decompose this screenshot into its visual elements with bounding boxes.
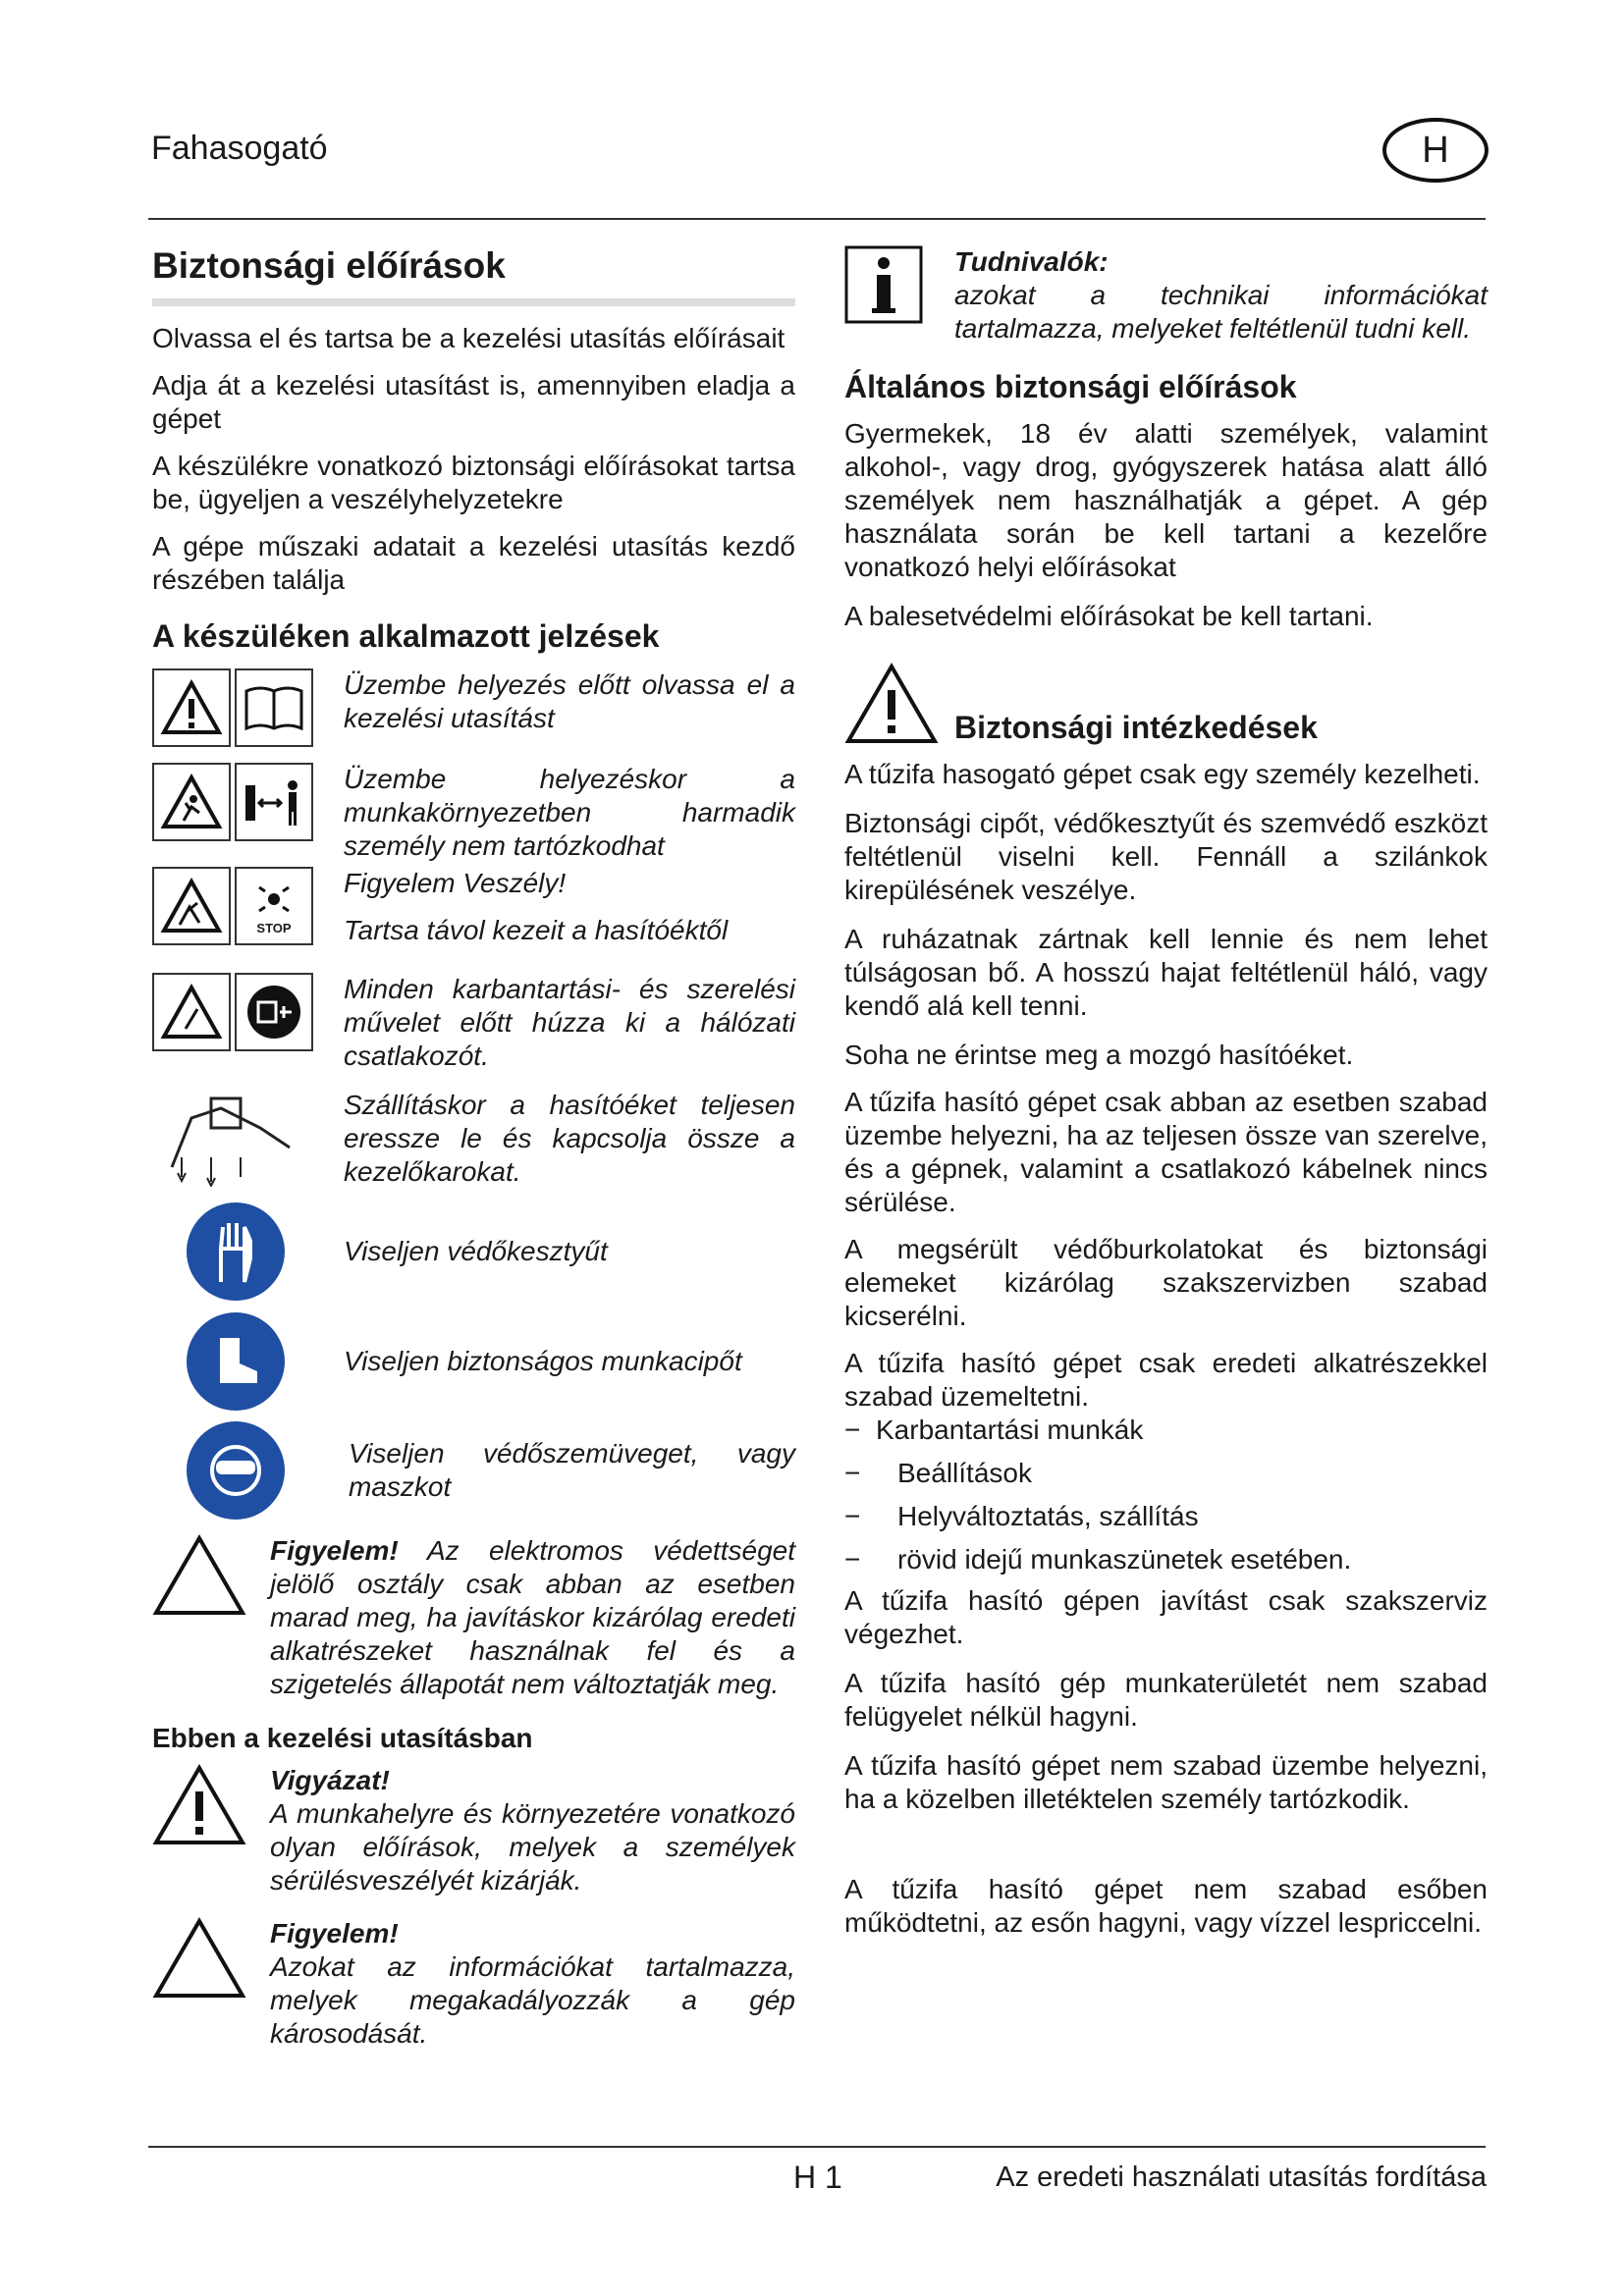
sign-text: Figyelem Veszély!: [344, 868, 567, 898]
sign-row-boots: [152, 1307, 795, 1416]
header-title: Fahasogató: [151, 130, 328, 167]
sign-row-read-manual: [152, 668, 795, 763]
attention-title: Figyelem!: [270, 1918, 399, 1949]
warning-triangle-icon: [152, 668, 231, 747]
general-heading: Általános biztonsági előírások: [844, 369, 1297, 404]
goggles-icon: [187, 1421, 285, 1520]
language-badge: H: [1382, 118, 1489, 183]
paragraph: A tűzifa hasító gépet nem szabad üzembe helyezni, ha a közelben illetéktelen személy tartózkodik.: [844, 1750, 1488, 1814]
footer-divider: [148, 2146, 1486, 2148]
paragraph: A gépe műszaki adatait a kezelési utasítás kezdő részében találja: [152, 531, 795, 595]
sign-text: Minden karbantartási- és szerelési művelet előtt húzza ki a hálózati csatlakozót.: [344, 974, 795, 1071]
sign-row-gloves: [152, 1197, 795, 1307]
paragraph: A balesetvédelmi előírásokat be kell tartani.: [844, 601, 1374, 631]
measures-heading: Biztonsági intézkedések: [954, 710, 1318, 745]
paragraph: A tűzifa hasító gép munkaterületét nem szabad felügyelet nélkül hagyni.: [844, 1668, 1488, 1732]
sign-text: Üzembe helyezés előtt olvassa el a kezelési utasítást: [344, 669, 795, 733]
sign-row-third-person: [152, 763, 795, 867]
sign-row-danger: [152, 867, 795, 973]
heading-underline: [152, 298, 795, 306]
list-item: − Karbantartási munkák: [844, 1415, 1144, 1445]
hand-hazard-warning-icon: [152, 867, 231, 945]
paragraph: Soha ne érintse meg a mozgó hasítóéket.: [844, 1040, 1354, 1070]
signs-heading: A készüléken alkalmazott jelzések: [152, 618, 660, 654]
gloves-icon: [187, 1202, 285, 1301]
unplug-icon: [235, 973, 313, 1051]
caution-note: [152, 1764, 795, 1897]
stop-rotation-icon: [235, 867, 313, 945]
paragraph: Biztonsági cipőt, védőkesztyűt és szemvédő eszközt feltétlenül viselni kell. Fennáll a szilánkok kirepülésének veszélye.: [844, 808, 1488, 905]
list-item: − Beállítások: [844, 1458, 1032, 1488]
warning-triangle-icon: [152, 1534, 270, 1622]
paragraph: A tűzifa hasogató gépet csak egy személy kezelheti.: [844, 759, 1481, 789]
sign-row-goggles: [152, 1416, 795, 1524]
paragraph: A készülékre vonatkozó biztonsági előírásokat tartsa be, ügyeljen a veszélyhelyzetekre: [152, 451, 795, 514]
electrical-warning-text: [270, 1534, 795, 1701]
safety-heading: Biztonsági előírások: [152, 245, 506, 286]
maintenance-warning-icon: [152, 973, 231, 1051]
right-column: [844, 245, 1488, 1940]
sign-row-transport: [152, 1089, 795, 1197]
left-column: [152, 245, 795, 2051]
info-note: [844, 245, 1488, 346]
manual-heading: Ebben a kezelési utasításban: [152, 1723, 533, 1753]
sign-text: Üzembe helyezéskor a munkakörnyezetben harmadik személy nem tartózkodhat: [344, 764, 795, 861]
paragraph: Gyermekek, 18 év alatti személyek, valamint alkohol-, vagy drog, gyógyszerek hatása alatt álló személyek nem használhatják a gépet. A gép használata során be kell tartani a kezelőre vonatkozó helyi előírásokat: [844, 418, 1488, 582]
caution-triangle-icon: [152, 1764, 270, 1851]
electrical-warning: [152, 1534, 795, 1701]
caution-title: Vigyázat!: [270, 1765, 390, 1795]
sign-text: Szállításkor a hasítóéket teljesen eressze le és kapcsolja össze a kezelőkarokat.: [344, 1090, 795, 1187]
caution-triangle-icon: [844, 663, 954, 750]
caution-text: A munkahelyre és környezetére vonatkozó olyan előírások, melyek a személyek sérülésveszélyét kizárják.: [270, 1798, 795, 1896]
paragraph: A tűzifa hasító gépen javítást csak szakszerviz végezhet.: [844, 1585, 1488, 1649]
stop-label: STOP: [256, 920, 292, 935]
paragraph: A tűzifa hasító gépet nem szabad esőben működtetni, az esőn hagyni, vagy vízzel lespriccelni.: [844, 1874, 1488, 1938]
paragraph: A tűzifa hasító gépet csak abban az esetben szabad üzembe helyezni, ha az teljesen össze van szerelve, és a gépnek, valamint a csatlakozó kábelnek nincs sérülése.: [844, 1087, 1488, 1217]
warn-bold: Figyelem!: [270, 1535, 399, 1566]
page-number: H 1: [793, 2160, 842, 2195]
maintenance-list: [844, 1414, 1488, 1576]
paragraph: A tűzifa hasító gépet csak eredeti alkatrészekkel szabad üzemeltetni.: [844, 1348, 1488, 1412]
info-title: Tudnivalók:: [954, 246, 1109, 277]
header-divider: [148, 218, 1486, 220]
paragraph: Olvassa el és tartsa be a kezelési utasítás előírásait: [152, 323, 785, 353]
sign-row-unplug: [152, 973, 795, 1089]
attention-triangle-icon: [152, 1917, 270, 2004]
info-text: azokat a technikai információkat tartalmazza, melyeket feltétlenül tudni kell.: [954, 280, 1488, 344]
sign-text: Tartsa távol kezeit a hasítóéktől: [344, 915, 729, 945]
list-item: − Helyváltoztatás, szállítás: [844, 1501, 1199, 1531]
keep-distance-icon: [235, 763, 313, 841]
list-item: − rövid idejű munkaszünetek esetében.: [844, 1544, 1352, 1575]
attention-note: [152, 1917, 795, 2051]
paragraph: A megsérült védőburkolatokat és biztonsági elemeket kizárólag szakszervizben szabad kicserélni.: [844, 1234, 1488, 1331]
info-icon: [844, 245, 954, 329]
paragraph: A ruházatnak zártnak kell lennie és nem lehet túlságosan bő. A hosszú hajat feltétlenül háló, vagy kendő alá kell tenni.: [844, 924, 1488, 1021]
measures-header: [844, 663, 1488, 750]
book-icon: [235, 668, 313, 747]
sign-text: Viseljen védőkesztyűt: [344, 1236, 608, 1266]
sign-text: Viseljen biztonságos munkacipőt: [344, 1346, 742, 1376]
safety-boot-icon: [187, 1312, 285, 1411]
attention-text: Azokat az információkat tartalmazza, melyek megakadályozzák a gép károsodását.: [270, 1951, 795, 2049]
warn-text: Az elektromos védettséget jelölő osztály csak abban az esetben marad meg, ha javításkor kizárólag eredeti alkatrészeket használnak fel és a szigetelés állapotát nem változtatják meg.: [270, 1535, 795, 1699]
falling-person-warning-icon: [152, 763, 231, 841]
sign-text: Viseljen védőszemüveget, vagy maszkot: [349, 1438, 795, 1502]
paragraph: Adja át a kezelési utasítást is, amennyiben eladja a gépet: [152, 370, 795, 434]
footer-note: Az eredeti használati utasítás fordítása: [996, 2162, 1487, 2193]
transport-lever-icon: [152, 1089, 344, 1192]
